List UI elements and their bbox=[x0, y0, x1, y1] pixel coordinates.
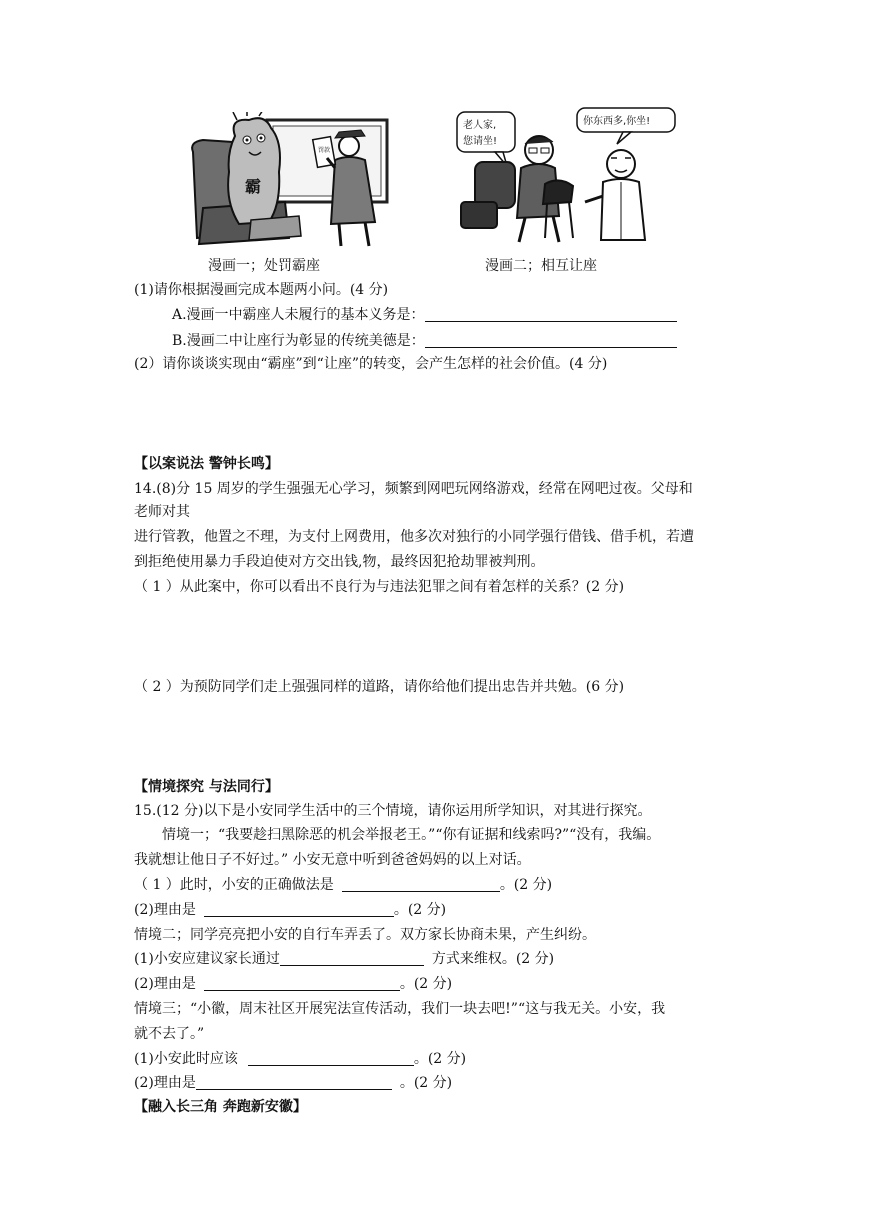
scenario-2-q2-score: 。(2 分) bbox=[399, 976, 453, 992]
q13-part2: (2）请你谈谈实现由“霸座”到“让座”的转变，会产生怎样的社会价值。(4 分) bbox=[134, 356, 608, 372]
bubble-right-text: 你东西多,你坐! bbox=[583, 116, 651, 127]
scenario-3-q2-text: (2)理由是 bbox=[134, 1075, 196, 1091]
section-3-heading: 【情境探究 与法同行】 bbox=[134, 779, 279, 795]
scenario-3-q1-blank[interactable] bbox=[248, 1051, 414, 1066]
q14-line-4: 到拒绝使用暴力手段迫使对方交出钱,物，最终因犯抢劫罪被判刑。 bbox=[134, 554, 545, 570]
comic-1-caption: 漫画一；处罚霸座 bbox=[208, 258, 320, 274]
scenario-1-q2-blank[interactable] bbox=[204, 902, 394, 917]
q13-a-text: A.漫画一中霸座人未履行的基本义务是： bbox=[172, 307, 425, 323]
q13-a bbox=[172, 306, 677, 324]
q14-part-2: （ 2 ）为预防同学们走上强强同样的道路，请你给他们提出忠告并共勉。(6 分) bbox=[134, 679, 625, 695]
scenario-2-q2 bbox=[134, 975, 452, 993]
scenario-3-q2-score: 。(2 分) bbox=[399, 1075, 453, 1091]
q13-a-blank[interactable] bbox=[425, 307, 677, 322]
scenario-1-q1-blank[interactable] bbox=[342, 877, 500, 892]
comic-2-caption: 漫画二；相互让座 bbox=[485, 258, 597, 274]
q13-b bbox=[172, 332, 677, 350]
penalty-notice-text: 罚款 bbox=[318, 147, 331, 154]
scenario-3-q1 bbox=[134, 1050, 466, 1068]
q14-line-1: 14.(8)分 15 周岁的学生强强无心学习，频繁到网吧玩网络游戏，经常在网吧过夜。父母和 bbox=[134, 481, 693, 497]
q14-part-1: （ 1 ）从此案中，你可以看出不良行为与违法犯罪之间有着怎样的关系？(2 分) bbox=[134, 579, 625, 595]
seat-hog-label: 霸 bbox=[245, 177, 262, 196]
scenario-3-q2 bbox=[134, 1074, 452, 1092]
comic-1-image bbox=[189, 112, 397, 250]
scenario-2-q1-score: 方式来维权。(2 分) bbox=[431, 951, 555, 967]
q14-line-2: 老师对其 bbox=[134, 504, 190, 520]
q15-intro: 15.(12 分)以下是小安同学生活中的三个情境，请你运用所学知识，对其进行探究。 bbox=[134, 803, 652, 819]
q13-b-text: B.漫画二中让座行为彰显的传统美德是： bbox=[172, 333, 425, 349]
scenario-3-line-1: 情境三；“小徽，周末社区开展宪法宣传活动，我们一块去吧!”“这与我无关。小安，我 bbox=[134, 1001, 666, 1017]
scenario-1-q2-score: 。(2 分) bbox=[393, 902, 447, 918]
bubble-left-line-1: 老人家, bbox=[463, 120, 497, 131]
scenario-1-q2-text: (2)理由是 bbox=[134, 902, 196, 918]
bubble-left-line-2: 您请坐! bbox=[463, 136, 498, 147]
scenario-2-q2-blank[interactable] bbox=[204, 976, 400, 991]
scenario-3-line-2: 就不去了。” bbox=[134, 1026, 205, 1042]
scenario-2-line: 情境二；同学亮亮把小安的自行车弄丢了。双方家长协商未果，产生纠纷。 bbox=[134, 927, 596, 943]
q13-b-blank[interactable] bbox=[425, 333, 677, 348]
scenario-2-q1-text: (1)小安应建议家长通过 bbox=[134, 951, 280, 967]
scenario-2-q1 bbox=[134, 950, 554, 968]
section-2-heading: 【以案说法 警钟长鸣】 bbox=[134, 456, 279, 472]
scenario-2-q2-text: (2)理由是 bbox=[134, 976, 196, 992]
scenario-1-q2 bbox=[134, 901, 446, 919]
scenario-1-line-1: 情境一；“我要趁扫黑除恶的机会举报老王。”“你有证据和线索吗?”“没有，我编。 bbox=[162, 827, 661, 843]
comic-2-image bbox=[455, 106, 677, 246]
scenario-1-q1 bbox=[134, 876, 552, 894]
scenario-1-line-2: 我就想让他日子不好过。” 小安无意中听到爸爸妈妈的以上对话。 bbox=[134, 852, 531, 868]
scenario-3-q1-score: 。(2 分) bbox=[413, 1051, 467, 1067]
scenario-3-q2-blank[interactable] bbox=[196, 1075, 392, 1090]
q13-part1: (1)请你根据漫画完成本题两小问。(4 分) bbox=[134, 282, 389, 298]
scenario-1-q1-score: 。(2 分) bbox=[499, 877, 553, 893]
scenario-3-q1-text: (1)小安此时应该 bbox=[134, 1051, 238, 1067]
scenario-2-q1-blank[interactable] bbox=[280, 951, 424, 966]
section-4-heading: 【融入长三角 奔跑新安徽】 bbox=[134, 1099, 307, 1115]
q14-line-3: 进行管教，他置之不理，为支付上网费用，他多次对独行的小同学强行借钱、借手机，若遭 bbox=[134, 529, 694, 545]
scenario-1-q1-text: （ 1 ）此时，小安的正确做法是 bbox=[134, 877, 334, 893]
